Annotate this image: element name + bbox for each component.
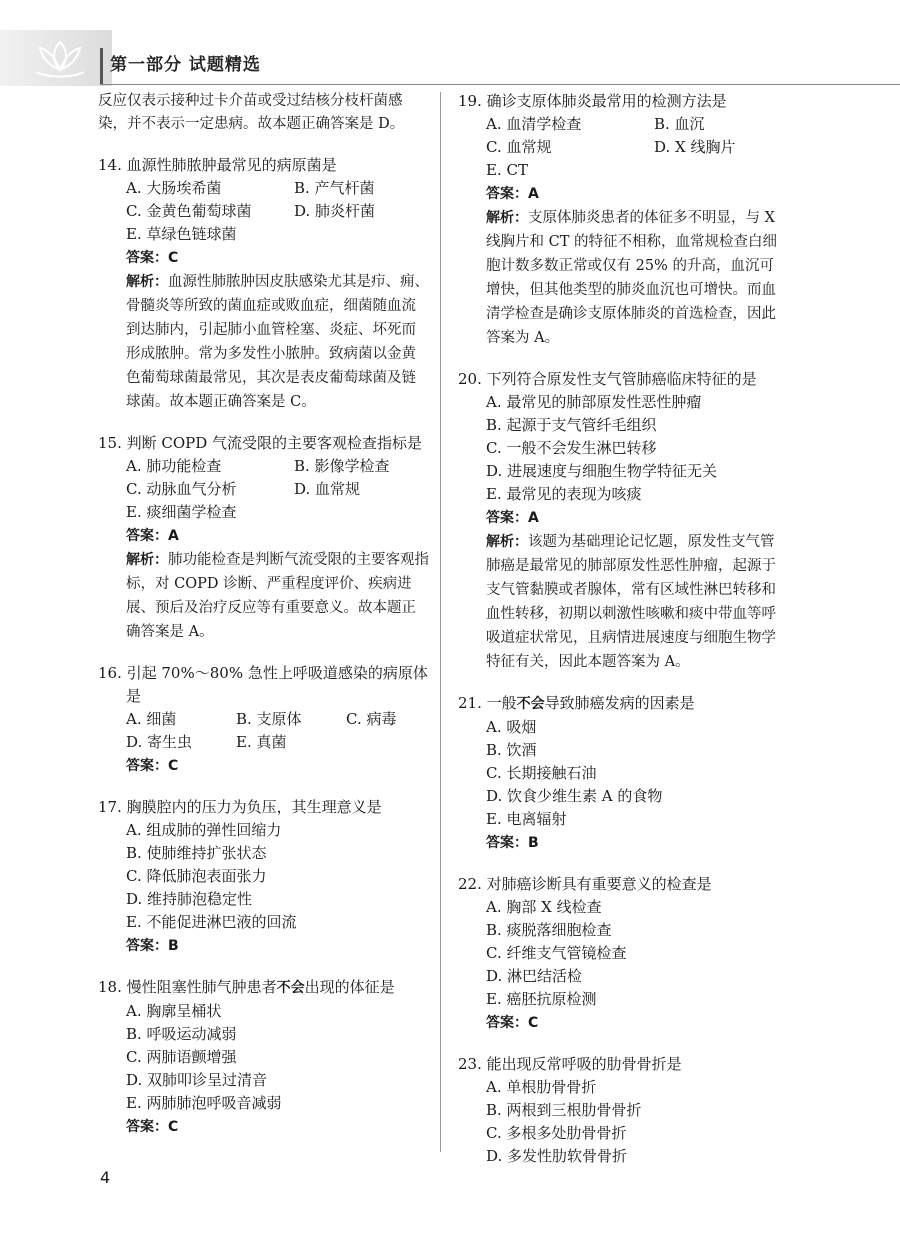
lotus-logo-icon — [28, 32, 92, 82]
option-b: B. 痰脱落细胞检查 — [486, 921, 612, 939]
answer-line: 答案：B — [486, 835, 539, 851]
answer-value: C — [168, 250, 179, 266]
option-c: C. 长期接触石油 — [486, 764, 597, 782]
answer-line: 答案：B — [126, 938, 179, 954]
answer-value: B — [528, 835, 539, 851]
option-d: D. 肺炎杆菌 — [294, 202, 376, 220]
answer-value: C — [168, 758, 179, 774]
option-e: E. 癌胚抗原检测 — [486, 990, 597, 1008]
explanation: 解析：该题为基础理论记忆题，原发性支气管肺癌是最常见的肺部原发性恶性肿瘤，起源于支气管黏膜或者腺体，常有区域性淋巴转移和血性转移，初期以刺激性咳嗽和痰中带血等呼吸道症状常见，且病情进展速度与细胞生物学特征有关，因此本题答案为 A。 — [486, 534, 776, 670]
question-22 — [458, 873, 788, 1035]
question-21 — [458, 692, 788, 855]
answer-value: A — [168, 528, 179, 544]
column-divider — [440, 92, 441, 1152]
option-a: A. 大肠埃希菌 — [126, 179, 222, 197]
option-a: A. 吸烟 — [486, 718, 537, 736]
option-c: C. 多根多处肋骨骨折 — [486, 1124, 627, 1142]
answer-line: 答案：C — [126, 1119, 179, 1135]
question-18 — [98, 976, 430, 1139]
option-e: E. 真菌 — [236, 733, 287, 751]
question-20 — [458, 368, 788, 674]
question-title: 22. 对肺癌诊断具有重要意义的检查是 — [458, 875, 712, 893]
page-number: 4 — [100, 1168, 111, 1187]
question-title: 18. 慢性阻塞性肺气肿患者不会出现的体征是 — [98, 978, 395, 996]
option-e: E. 最常见的表现为咳痰 — [486, 485, 642, 503]
answer-line: 答案：A — [126, 528, 179, 544]
option-b: B. 血沉 — [654, 115, 705, 133]
option-d: D. 维持肺泡稳定性 — [126, 890, 253, 908]
question-title: 16. 引起 70%～80% 急性上呼吸道感染的病原体是 — [98, 664, 428, 705]
question-title: 15. 判断 COPD 气流受限的主要客观检查指标是 — [98, 434, 423, 452]
option-d: D. 进展速度与细胞生物学特征无关 — [486, 462, 718, 480]
question-23 — [458, 1053, 788, 1168]
question-15 — [98, 432, 430, 644]
option-e: E. 草绿色链球菌 — [126, 225, 237, 243]
option-b: B. 呼吸运动减弱 — [126, 1025, 237, 1043]
option-a: A. 细菌 — [126, 710, 177, 728]
explanation: 解析：血源性肺脓肿因皮肤感染尤其是疖、痈、骨髓炎等所致的菌血症或败血症，细菌随血流到达肺内，引起肺小血管栓塞、炎症、坏死而形成脓肿。常为多发性小脓肿。致病菌以金黄色葡萄球菌最常见，其次是表皮葡萄球菌及链球菌。故本题正确答案是 C。 — [126, 274, 429, 410]
option-c: C. 降低肺泡表面张力 — [126, 867, 267, 885]
answer-line: 答案：A — [486, 510, 539, 526]
question-title: 14. 血源性肺脓肿最常见的病原菌是 — [98, 156, 337, 174]
question-16 — [98, 662, 430, 778]
option-b: B. 饮酒 — [486, 741, 537, 759]
question-19 — [458, 90, 788, 350]
option-d: D. 寄生虫 — [126, 733, 193, 751]
question-14 — [98, 154, 430, 414]
option-a: A. 单根肋骨骨折 — [486, 1078, 597, 1096]
option-e: E. 电离辐射 — [486, 810, 567, 828]
section-title: 第一部分 试题精选 — [110, 55, 261, 75]
answer-line: 答案：C — [126, 250, 179, 266]
option-e: E. 不能促进淋巴液的回流 — [126, 913, 297, 931]
option-c: C. 血常规 — [486, 138, 552, 156]
option-b: B. 产气杆菌 — [294, 179, 375, 197]
option-d: D. 双肺叩诊呈过清音 — [126, 1071, 268, 1089]
option-a: A. 胸部 X 线检查 — [486, 898, 602, 916]
option-a: A. 血清学检查 — [486, 115, 582, 133]
option-d: D. 多发性肋软骨骨折 — [486, 1147, 628, 1165]
question-title: 23. 能出现反常呼吸的肋骨骨折是 — [458, 1055, 682, 1073]
option-e: E. CT — [486, 161, 528, 179]
option-d: D. 饮食少维生素 A 的食物 — [486, 787, 663, 805]
header-rule — [100, 48, 103, 84]
option-b: B. 起源于支气管纤毛组织 — [486, 416, 657, 434]
option-d: D. 淋巴结活检 — [486, 967, 583, 985]
question-title: 17. 胸膜腔内的压力为负压，其生理意义是 — [98, 798, 382, 816]
option-c: C. 纤维支气管镜检查 — [486, 944, 627, 962]
answer-value: A — [528, 186, 539, 202]
option-c: C. 动脉血气分析 — [126, 480, 237, 498]
answer-line: 答案：A — [486, 186, 539, 202]
question-title: 19. 确诊支原体肺炎最常用的检测方法是 — [458, 92, 727, 110]
question-17 — [98, 796, 430, 958]
option-b: B. 影像学检查 — [294, 457, 390, 475]
option-c: C. 金黄色葡萄球菌 — [126, 202, 252, 220]
answer-value: A — [528, 510, 539, 526]
answer-line: 答案：C — [126, 758, 179, 774]
answer-value: C — [528, 1015, 539, 1031]
right-column — [458, 90, 788, 1186]
question-title: 21. 一般不会导致肺癌发病的因素是 — [458, 694, 695, 712]
explanation: 解析：肺功能检查是判断气流受限的主要客观指标，对 COPD 诊断、严重程度评价、疾病进展、预后及治疗反应等有重要意义。故本题正确答案是 A。 — [126, 552, 429, 640]
option-d: D. X 线胸片 — [654, 138, 736, 156]
option-a: A. 最常见的肺部原发性恶性肿瘤 — [486, 393, 702, 411]
header-line — [100, 84, 900, 85]
option-b: B. 使肺维持扩张状态 — [126, 844, 267, 862]
option-a: A. 组成肺的弹性回缩力 — [126, 821, 282, 839]
option-c: C. 病毒 — [346, 710, 397, 728]
option-b: B. 两根到三根肋骨骨折 — [486, 1101, 642, 1119]
option-c: C. 一般不会发生淋巴转移 — [486, 439, 657, 457]
option-e: E. 痰细菌学检查 — [126, 503, 237, 521]
option-c: C. 两肺语颤增强 — [126, 1048, 237, 1066]
option-e: E. 两肺肺泡呼吸音减弱 — [126, 1094, 282, 1112]
option-b: B. 支原体 — [236, 710, 302, 728]
answer-value: C — [168, 1119, 179, 1135]
left-column — [98, 90, 430, 1157]
option-a: A. 胸廓呈桶状 — [126, 1002, 222, 1020]
carryover-text: 反应仅表示接种过卡介苗或受过结核分枝杆菌感染，并不表示一定患病。故本题正确答案是 D。 — [98, 93, 405, 132]
explanation: 解析：支原体肺炎患者的体征多不明显，与 X 线胸片和 CT 的特征不相称，血常规检查白细胞计数多数正常或仅有 25% 的升高，血沉可增快，但其他类型的肺炎血沉也可增快。而血清学检查是确诊支原体肺炎的首选检查，因此答案为 A。 — [486, 210, 777, 346]
answer-value: B — [168, 938, 179, 954]
option-d: D. 血常规 — [294, 480, 361, 498]
option-a: A. 肺功能检查 — [126, 457, 222, 475]
answer-line: 答案：C — [486, 1015, 539, 1031]
question-title: 20. 下列符合原发性支气管肺癌临床特征的是 — [458, 370, 757, 388]
